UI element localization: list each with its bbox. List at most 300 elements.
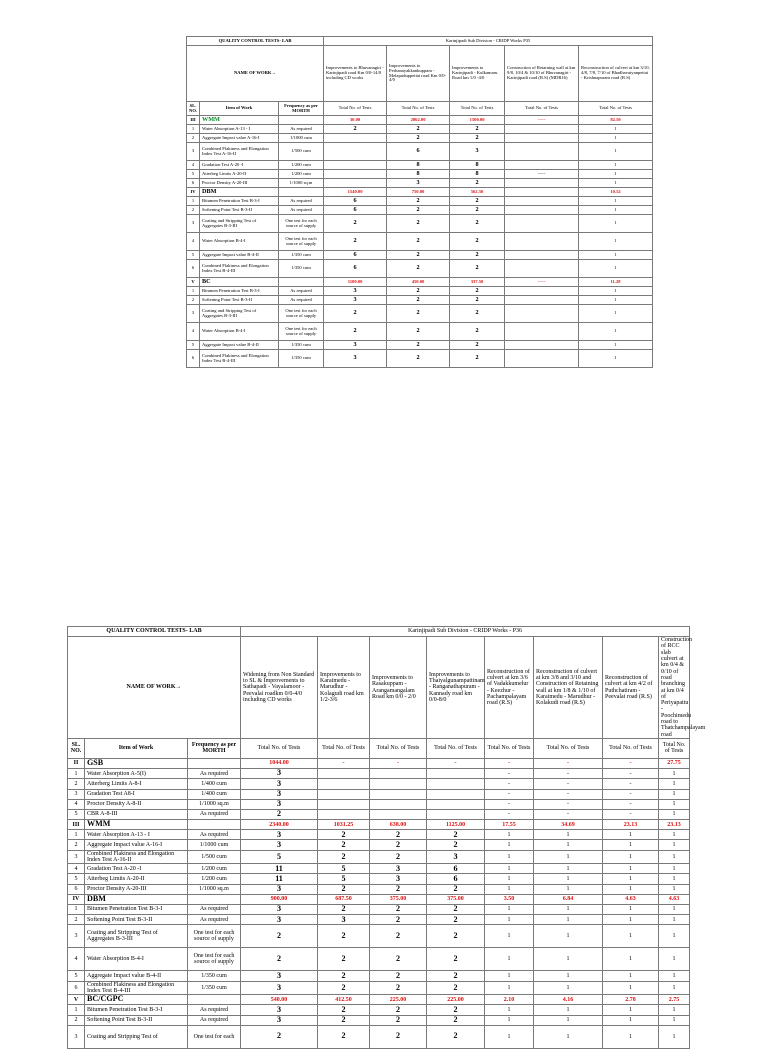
section-frequency (188, 894, 241, 904)
test-count: 2 (450, 260, 505, 278)
test-count (505, 125, 579, 134)
test-count: 2 (427, 884, 485, 894)
column-header: Total No. of Tests (324, 102, 387, 116)
test-count (505, 206, 579, 215)
test-count (324, 134, 387, 143)
test-count: 2 (241, 1025, 318, 1048)
test-count: 3 (324, 350, 387, 368)
row-sl-no: 3 (68, 789, 85, 799)
test-count (318, 769, 370, 779)
work-name: Reconstruction of culvert at km 3/8 and 3/10 and Construction of Retaining wall at km 1/8 & 1/10 of Karaimedu - Marudhur - Kolakudi road (R.S) (534, 637, 603, 739)
test-count: 1 (603, 1025, 659, 1048)
column-header: SL. NO. (68, 738, 85, 758)
frequency: As required (279, 206, 324, 215)
test-count: 1 (534, 830, 603, 840)
test-count (370, 809, 427, 819)
row-sl-no: 5 (68, 809, 85, 819)
test-count: 1 (485, 948, 534, 971)
item-of-work: Coating and Stripping Test of Aggregates B-3-III (200, 305, 279, 323)
section-quantity: - (427, 758, 485, 768)
test-count (505, 287, 579, 296)
section-number: V (187, 278, 200, 287)
section-row (187, 116, 653, 125)
row-sl-no: 1 (68, 904, 85, 914)
table-row (68, 1015, 760, 1025)
row-sl-no: 2 (68, 915, 85, 925)
test-count: - (534, 769, 603, 779)
item-of-work: Aggregate Impact value B-4-II (200, 251, 279, 260)
section-quantity: 375.00 (370, 894, 427, 904)
frequency: One test for each source of supply (188, 925, 241, 948)
column-header: Total No. of Tests (387, 102, 450, 116)
test-count: - (603, 809, 659, 819)
section-quantity: 3.50 (485, 894, 534, 904)
header-row (68, 738, 760, 758)
test-count: 2 (324, 233, 387, 251)
test-count: 3 (241, 915, 318, 925)
test-count: 8 (387, 161, 450, 170)
table-row (187, 233, 653, 251)
test-count: 1 (603, 884, 659, 894)
frequency: One test for each source of supply (279, 305, 324, 323)
frequency: 1/350 cum (188, 971, 241, 981)
test-count (324, 179, 387, 188)
section-quantity: 2.10 (485, 995, 534, 1005)
test-count: 3 (370, 874, 427, 884)
section-quantity: 2862.00 (387, 116, 450, 125)
test-count: 1 (485, 1015, 534, 1025)
item-of-work: Combined Flakiness and Elongation Index Test B-4-III (200, 260, 279, 278)
test-count: 1 (534, 981, 603, 995)
frequency: One test for each source of supply (279, 215, 324, 233)
column-header: Item of Work (200, 102, 279, 116)
test-count (427, 769, 485, 779)
test-count: 3 (324, 296, 387, 305)
test-count: 3 (241, 884, 318, 894)
test-count: 1 (603, 904, 659, 914)
test-count: 6 (324, 260, 387, 278)
item-of-work: Softening Point Test B-3-II (200, 296, 279, 305)
quality-control-table-p35 (186, 36, 653, 368)
test-count: 1 (659, 799, 690, 809)
table-row (187, 179, 653, 188)
table-row (187, 215, 653, 233)
frequency: 1/1000 cum (279, 134, 324, 143)
test-count: 1 (534, 840, 603, 850)
section-quantity: 27.75 (659, 758, 690, 768)
table-row (187, 170, 653, 179)
test-count: 2 (387, 197, 450, 206)
test-count (505, 251, 579, 260)
test-count (318, 789, 370, 799)
table-row (187, 323, 653, 341)
table-row (68, 850, 760, 864)
test-count: 1 (534, 884, 603, 894)
test-count: 6 (324, 197, 387, 206)
name-of-work-label: NAME OF WORK→ (68, 637, 241, 739)
section-quantity: 562.50 (450, 188, 505, 197)
table-row (68, 1005, 760, 1015)
row-sl-no: 1 (68, 830, 85, 840)
table-row (187, 125, 653, 134)
item-of-work: Bitumen Penetration Test B-3-I (200, 197, 279, 206)
item-of-work: Coating and Stripping Test of (85, 1025, 188, 1048)
test-count: 3 (241, 830, 318, 840)
test-count: 1 (659, 981, 690, 995)
test-count: - (485, 789, 534, 799)
item-of-work: Aggregate Impact value B-4-II (200, 341, 279, 350)
row-sl-no: 4 (68, 864, 85, 874)
column-header: Frequency as per MORTH (279, 102, 324, 116)
test-count (370, 799, 427, 809)
test-count: 2 (318, 830, 370, 840)
test-count: 2 (370, 850, 427, 864)
frequency: 1/350 cum (279, 341, 324, 350)
column-header: Total No. of Tests (318, 738, 370, 758)
test-count: 1 (579, 260, 653, 278)
item-of-work: Coating and Stripping Test of Aggregates B-3-III (200, 215, 279, 233)
test-count: - (534, 799, 603, 809)
test-count: - (603, 769, 659, 779)
test-count: 5 (241, 850, 318, 864)
test-count: 1 (485, 874, 534, 884)
section-quantity: 750.00 (387, 188, 450, 197)
item-of-work: Proctor Density A-20-III (200, 179, 279, 188)
test-count: 1 (534, 874, 603, 884)
test-count: 3 (241, 779, 318, 789)
frequency: As required (188, 830, 241, 840)
subdivision-title: Karinjipadi Sub Division - CRIDP Works - P36 (241, 627, 690, 637)
test-count: 2 (427, 925, 485, 948)
section-number: III (68, 820, 85, 830)
test-count: 1 (485, 884, 534, 894)
test-count: - (534, 779, 603, 789)
item-of-work: Aggregate Impact value B-4-II (85, 971, 188, 981)
test-count: 2 (387, 134, 450, 143)
work-name: Improvements to Perhanayakkankuppam - Melapuduppettai road Km 0/0-4/0 (387, 46, 450, 102)
test-count: 1 (603, 1015, 659, 1025)
table-row (187, 161, 653, 170)
test-count: 2 (387, 206, 450, 215)
test-count: 1 (603, 915, 659, 925)
test-count: 2 (318, 971, 370, 981)
test-count: 2 (450, 287, 505, 296)
item-of-work: Water Absorption A-13 - I (85, 830, 188, 840)
row-sl-no: 4 (187, 323, 200, 341)
test-count: 2 (427, 1025, 485, 1048)
frequency: 1/200 cum (188, 864, 241, 874)
item-of-work: Combined Flakiness and Elongation Index Test A-16-II (200, 143, 279, 161)
test-count: 1 (659, 1025, 690, 1048)
table-row (187, 206, 653, 215)
section-quantity: 1044.00 (241, 758, 318, 768)
test-count: 1 (485, 1005, 534, 1015)
work-name: Reconstruction of culvert at km 3/6 of Vadakkumelur - Keezhur - Pachampalayam road (R.S) (485, 637, 534, 739)
row-sl-no: 2 (187, 296, 200, 305)
section-quantity: 6.84 (534, 894, 603, 904)
test-count: 2 (427, 830, 485, 840)
section-frequency (279, 116, 324, 125)
section-name: WMM (85, 820, 188, 830)
table-row (68, 981, 760, 995)
test-count: 1 (659, 1005, 690, 1015)
test-count: 1 (659, 884, 690, 894)
table-row (68, 789, 760, 799)
column-header: Total No. of Tests (534, 738, 603, 758)
section-name: DBM (200, 188, 279, 197)
table-row (187, 134, 653, 143)
test-count (505, 233, 579, 251)
test-count: 2 (370, 904, 427, 914)
row-sl-no: 3 (187, 215, 200, 233)
item-of-work: Water Absorption A-13 - I (200, 125, 279, 134)
test-count: 2 (450, 323, 505, 341)
test-count: 1 (659, 904, 690, 914)
frequency: One test for each (188, 1025, 241, 1048)
section-quantity: - (318, 758, 370, 768)
item-of-work: Bitumen Penetration Test B-3-I (200, 287, 279, 296)
test-count (324, 170, 387, 179)
quality-control-table-p36 (67, 626, 760, 1049)
test-count (324, 143, 387, 161)
work-name: Improvements to Karinjipadi - Kulkamaru Road km 1/0 -4/0 (450, 46, 505, 102)
table-row (68, 884, 760, 894)
test-count: 11 (241, 874, 318, 884)
test-count: 2 (387, 341, 450, 350)
section-quantity: 30.00 (324, 116, 387, 125)
section-number: III (187, 116, 200, 125)
test-count: 2 (318, 1015, 370, 1025)
column-header: Total No. of Tests (427, 738, 485, 758)
test-count: 2 (427, 948, 485, 971)
test-count: 5 (318, 874, 370, 884)
section-quantity: 1125.00 (427, 820, 485, 830)
column-header: Frequency as per MORTH (188, 738, 241, 758)
test-count: 1 (534, 915, 603, 925)
test-count: 3 (427, 850, 485, 864)
row-sl-no: 4 (187, 161, 200, 170)
test-count: - (603, 779, 659, 789)
test-count: 1 (485, 971, 534, 981)
table-row (68, 769, 760, 779)
test-count: 2 (370, 971, 427, 981)
test-count: 1 (534, 864, 603, 874)
subdivision-title: Karinjipadi Sub Division - CRIDP Works P35 (324, 37, 653, 46)
section-quantity: 1031.25 (318, 820, 370, 830)
test-count: - (485, 809, 534, 819)
test-count: 1 (659, 769, 690, 779)
test-count: 1 (534, 971, 603, 981)
test-count: 1 (659, 864, 690, 874)
test-count: - (534, 809, 603, 819)
test-count: 2 (450, 206, 505, 215)
test-count: 3 (324, 287, 387, 296)
test-count: 8 (450, 161, 505, 170)
test-count: 2 (427, 981, 485, 995)
test-count: 2 (370, 925, 427, 948)
row-sl-no: 2 (187, 134, 200, 143)
test-count: 1 (603, 840, 659, 850)
table-row (68, 830, 760, 840)
work-name: Reconstruction of culvert at km 4/2 of Puthchatiram - Peevalai road (R.S) (603, 637, 659, 739)
section-quantity: 82.50 (579, 116, 653, 125)
test-count: 3 (241, 1005, 318, 1015)
item-of-work: Aggregate Impact value A-16-I (85, 840, 188, 850)
item-of-work: Water Absorption B-4-I (85, 948, 188, 971)
item-of-work: Water Absorption B-4-I (200, 323, 279, 341)
section-quantity: 4.63 (659, 894, 690, 904)
test-count: 1 (485, 830, 534, 840)
column-header: Total No. of Tests (450, 102, 505, 116)
test-count: - (485, 779, 534, 789)
section-number: II (68, 758, 85, 768)
test-count: 1 (659, 971, 690, 981)
row-sl-no: 5 (68, 971, 85, 981)
frequency: One test for each source of supply (188, 948, 241, 971)
work-name: Improvements to Thaiyalgunampattinam - Ranganathapuram - Kannady road km 0/0-8/0 (427, 637, 485, 739)
section-number: IV (187, 188, 200, 197)
test-count: 2 (387, 323, 450, 341)
item-of-work: Combined Flakiness and Elongation Index Test A-16-II (85, 850, 188, 864)
section-quantity: 900.00 (241, 894, 318, 904)
frequency: One test for each source of supply (279, 323, 324, 341)
section-quantity: 638.00 (370, 820, 427, 830)
section-quantity: ----- (505, 278, 579, 287)
section-quantity: 23.13 (659, 820, 690, 830)
section-quantity: 23.13 (603, 820, 659, 830)
test-count (505, 161, 579, 170)
section-quantity: 34.69 (534, 820, 603, 830)
item-of-work: Gradation Test A8-I (85, 789, 188, 799)
item-of-work: Atterbeg Limits A-20-II (85, 874, 188, 884)
table-row (187, 143, 653, 161)
item-of-work: Softening Point Test B-3-II (200, 206, 279, 215)
item-of-work: Bitumen Penetration Test B-3-I (85, 1005, 188, 1015)
test-count: 1 (485, 981, 534, 995)
test-count: 2 (387, 215, 450, 233)
test-count (505, 179, 579, 188)
frequency: As required (279, 125, 324, 134)
test-count: 2 (370, 840, 427, 850)
item-of-work: Atterberg Limits A-8-I (85, 779, 188, 789)
row-sl-no: 5 (187, 341, 200, 350)
test-count: 1 (579, 170, 653, 179)
test-count: 1 (659, 925, 690, 948)
test-count: 2 (450, 233, 505, 251)
item-of-work: Aggregate Impact value A-16-I (200, 134, 279, 143)
frequency: 1/400 cum (188, 779, 241, 789)
test-count: 3 (241, 799, 318, 809)
test-count: 1 (534, 948, 603, 971)
table-row (187, 260, 653, 278)
test-count: 1 (579, 134, 653, 143)
section-name: WMM (200, 116, 279, 125)
section-frequency (188, 758, 241, 768)
section-row (68, 894, 760, 904)
test-count: 1 (579, 179, 653, 188)
test-count: 3 (241, 769, 318, 779)
section-quantity: 337.50 (450, 278, 505, 287)
test-count: 2 (450, 296, 505, 305)
test-count: 2 (450, 341, 505, 350)
title-row (68, 627, 760, 637)
test-count: 8 (450, 170, 505, 179)
test-count: 2 (318, 850, 370, 864)
test-count: 1 (485, 915, 534, 925)
test-count (505, 350, 579, 368)
table-title: QUALITY CONTROL TESTS- LAB (68, 627, 241, 637)
table-row (68, 971, 760, 981)
table-row (68, 904, 760, 914)
test-count: 1 (603, 971, 659, 981)
frequency: One test for each source of supply (279, 233, 324, 251)
row-sl-no: 3 (68, 925, 85, 948)
section-quantity (505, 188, 579, 197)
item-of-work: Coating and Stripping Test of Aggregates B-3-III (85, 925, 188, 948)
test-count: 2 (450, 305, 505, 323)
row-sl-no: 2 (68, 840, 85, 850)
frequency: 1/1000 sq.m (279, 179, 324, 188)
test-count: - (603, 799, 659, 809)
row-sl-no: 1 (187, 197, 200, 206)
section-row (68, 995, 760, 1005)
test-count: 2 (318, 884, 370, 894)
frequency: 1/350 cum (188, 981, 241, 995)
test-count: 2 (370, 915, 427, 925)
test-count: 2 (318, 948, 370, 971)
test-count: 6 (324, 206, 387, 215)
test-count: 1 (659, 789, 690, 799)
section-name: BC/CGPC (85, 995, 188, 1005)
section-number: V (68, 995, 85, 1005)
test-count: 3 (370, 864, 427, 874)
test-count (505, 197, 579, 206)
test-count: - (485, 799, 534, 809)
section-quantity: - (534, 758, 603, 768)
test-count: 1 (603, 864, 659, 874)
column-header: SL. NO. (187, 102, 200, 116)
section-quantity: - (603, 758, 659, 768)
test-count: - (485, 769, 534, 779)
row-sl-no: 5 (68, 874, 85, 884)
work-name: Reconstruction of culvert at km 3/10, 4/8, 7/8, 7/10 of Bhadhavaiyanpettai - Krishnapuram road (R.S) (579, 46, 653, 102)
test-count: 1 (534, 1005, 603, 1015)
row-sl-no: 5 (187, 170, 200, 179)
column-header: Total No. of Tests (370, 738, 427, 758)
row-sl-no: 2 (187, 206, 200, 215)
frequency: As required (188, 1015, 241, 1025)
frequency: 1/1000 cum (188, 840, 241, 850)
column-header: Total No. of Tests (241, 738, 318, 758)
row-sl-no: 6 (68, 884, 85, 894)
test-count (318, 779, 370, 789)
test-count (505, 305, 579, 323)
works-row (68, 637, 760, 739)
test-count: 3 (241, 981, 318, 995)
section-quantity: 11.28 (579, 278, 653, 287)
test-count: 6 (324, 251, 387, 260)
title-row (187, 37, 653, 46)
item-of-work: Combined Flakiness and Elongation Index Test B-4-III (85, 981, 188, 995)
test-count: 6 (427, 874, 485, 884)
section-frequency (188, 820, 241, 830)
table-row (187, 251, 653, 260)
test-count (505, 134, 579, 143)
works-row (187, 46, 653, 102)
section-quantity: 540.00 (241, 995, 318, 1005)
test-count: 3 (241, 971, 318, 981)
section-quantity: 375.00 (427, 894, 485, 904)
